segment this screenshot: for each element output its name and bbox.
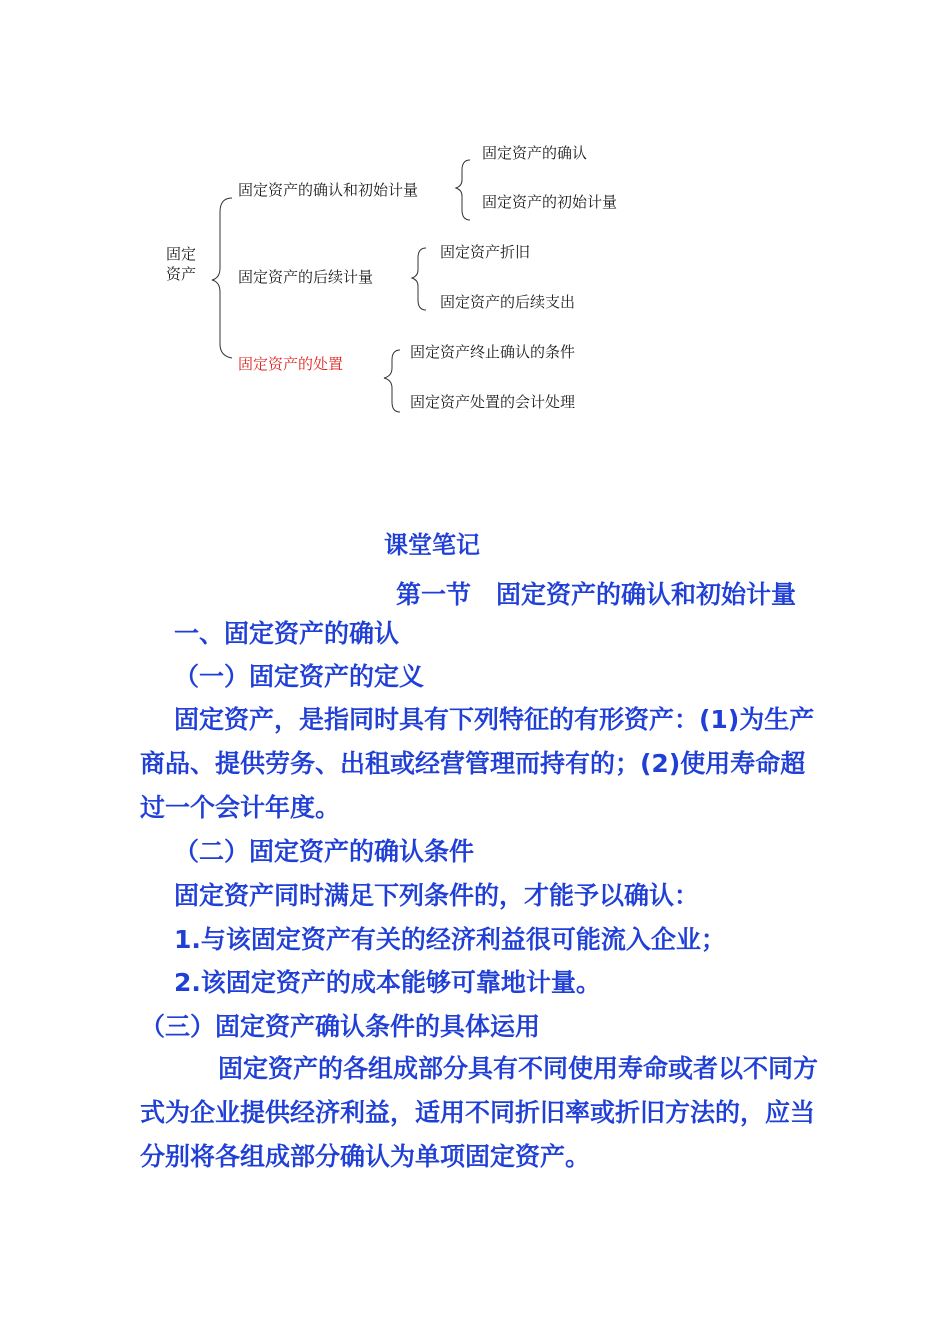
conditions-intro: 固定资产同时满足下列条件的，才能予以确认： (174, 881, 700, 910)
subheading-conditions: （二）固定资产的确认条件 (174, 837, 475, 866)
heading-recognition: 一、固定资产的确认 (174, 619, 400, 648)
leaf-recognition: 固定资产的确认 (482, 144, 588, 162)
brace-lines (0, 0, 950, 440)
leaf-initial-measure: 固定资产的初始计量 (482, 193, 618, 211)
section-heading: 第一节 固定资产的确认和初始计量 (396, 580, 797, 609)
main-brace (212, 198, 232, 358)
brace-group2 (412, 248, 426, 310)
asset-mind-map (0, 0, 950, 440)
leaf-subsequent-expense: 固定资产的后续支出 (440, 293, 576, 311)
application-paragraph: 固定资产的各组成部分具有不同使用寿命或者以不同方式为企业提供经济利益，适用不同折旧率或折旧方法的，应当分别将各组成部分确认为单项固定资产。 (140, 1054, 819, 1171)
leaf-derecognition: 固定资产终止确认的条件 (410, 343, 576, 361)
condition-item-2: 2.该固定资产的成本能够可靠地计量。 (174, 968, 601, 997)
node-subsequent: 固定资产的后续计量 (238, 268, 374, 286)
node-disposal: 固定资产的处置 (238, 355, 344, 373)
condition-item-1: 1.与该固定资产有关的经济利益很可能流入企业； (174, 925, 726, 954)
brace-group3 (384, 350, 400, 412)
notes-title: 课堂笔记 (384, 531, 480, 559)
subheading-application: （三）固定资产确认条件的具体运用 (140, 1012, 541, 1041)
root-line-2: 资产 (166, 265, 197, 283)
definition-paragraph: 固定资产，是指同时具有下列特征的有形资产：(1)为生产商品、提供劳务、出租或经营管理而持有的；(2)使用寿命超过一个会计年度。 (140, 705, 815, 822)
leaf-depreciation: 固定资产折旧 (440, 243, 531, 261)
brace-group1 (456, 160, 470, 220)
root-line-1: 固定 (166, 245, 197, 263)
root-node (166, 244, 196, 284)
subheading-definition: （一）固定资产的定义 (174, 662, 425, 691)
node-recognition-initial: 固定资产的确认和初始计量 (238, 181, 419, 199)
leaf-disposal-accounting: 固定资产处置的会计处理 (410, 393, 576, 411)
